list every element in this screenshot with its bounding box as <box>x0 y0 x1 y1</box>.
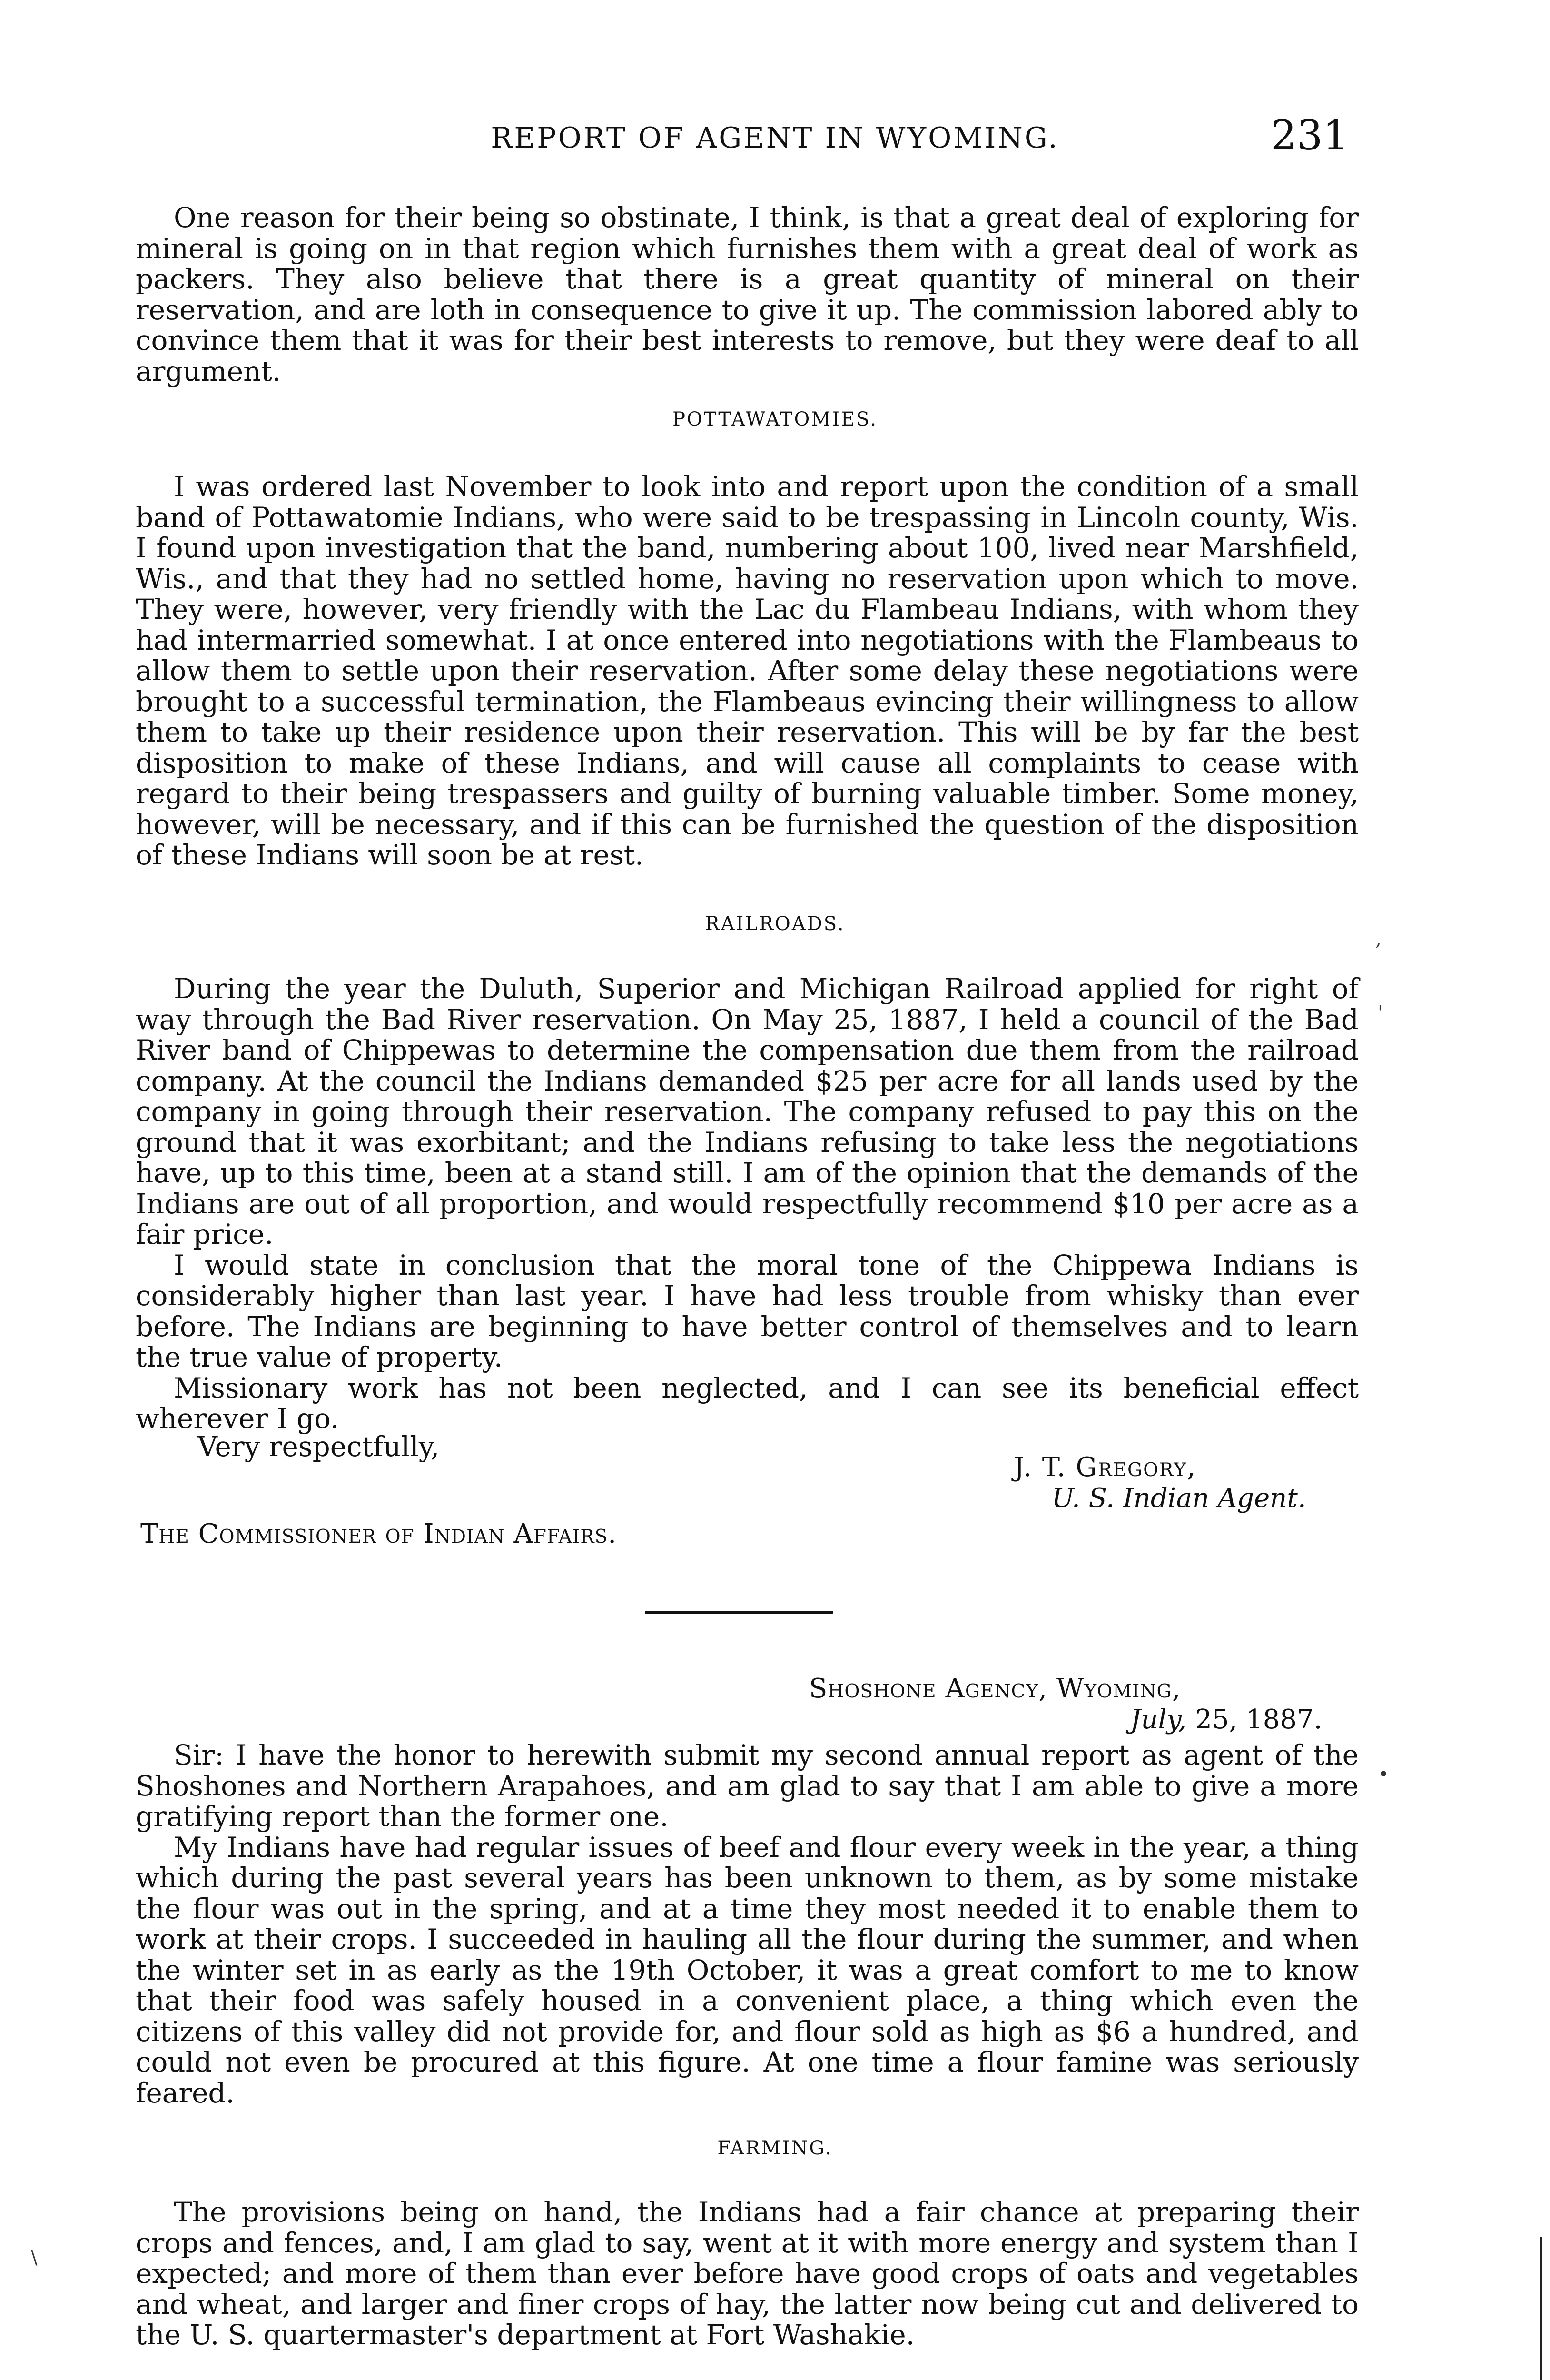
signature-title: U. S. Indian Agent. <box>1052 1483 1306 1514</box>
railroads-paragraph-2: I would state in conclusion that the moral tone of the Chippewa Indians is considerably higher than last year. I have had less trouble from whisky than ever before. The Indians are beginning to have better control of themselves and to learn the true value of property. <box>136 1249 1359 1373</box>
opening-section <box>136 202 1359 387</box>
section-divider <box>645 1611 833 1614</box>
dateline-month: July, <box>1130 1704 1187 1735</box>
railroads-section <box>136 973 1359 1434</box>
dateline-place: Shoshone Agency, Wyoming, <box>809 1673 1181 1704</box>
railroads-paragraph-1: During the year the Duluth, Superior and Michigan Railroad applied for right of way through the Bad River reservation. On May 25, 1887, I held a council of the Bad River band of Chippewas to determine the compensation due them from the railroad company. At the council the Indians demanded $25 per acre for all lands used by the company in going through their reservation. The company refused to pay this on the ground that it was exorbitant; and the Indians refusing to take less the negotiations have, up to this time, been at a stand still. I am of the opinion that the demands of the Indians are out of all proportion, and would respectfully recommend $10 per acre as a fair price. <box>136 972 1359 1250</box>
heading-farming: FARMING. <box>717 2137 833 2159</box>
addressee: The Commissioner of Indian Affairs. <box>140 1518 617 1549</box>
railroads-paragraph-3: Missionary work has not been neglected, and I can see its beneficial effect wherever I go. <box>136 1371 1359 1435</box>
complimentary-close: Very respectfully, <box>197 1430 440 1463</box>
running-head: REPORT OF AGENT IN WYOMING. <box>491 121 1059 155</box>
heading-railroads: RAILROADS. <box>705 913 845 935</box>
salutation-paragraph: Sir: I have the honor to herewith submit my second annual report as agent of the Shoshones and Northern Arapahoes, and am glad to say that I am able to give a more gratifying report than the former one. <box>136 1739 1359 1833</box>
pottawatomies-paragraph: I was ordered last November to look into and report upon the condition of a small band of Pottawatomie Indians, who were said to be trespassing in Lincoln county, Wis. I found upon investigation that the band, numbering about 100, lived near Marshfield, Wis., and that they had no settled home, having no reservation upon which to move. They were, however, very friendly with the Lac du Flambeau Indians, with whom they had intermarried somewhat. I at once entered into negotiations with the Flambeaus to allow them to settle upon their reservation. After some delay these negotiations were brought to a successful termination, the Flambeaus evincing their willingness to allow them to take up their residence upon their reservation. This will be by far the best disposition to make of these Indians, and will cause all complaints to cease with regard to their being trespassers and guilty of burning valuable timber. Some money, however, will be necessary, and if this can be furnished the question of the disposition of these Indians will soon be at rest. <box>136 470 1359 871</box>
farming-paragraph: The provisions being on hand, the Indians had a fair chance at preparing their crops and fences, and, I am glad to say, went at it with more energy and system than I expected; and more of them than ever before have good crops of oats and vegetables and wheat, and larger and finer crops of hay, the latter now being cut and delivered to the U. S. quartermaster's department at Fort Washakie. <box>136 2196 1359 2351</box>
stray-mark: • <box>1378 1764 1389 1785</box>
shoshone-section <box>136 1740 1359 2108</box>
dateline-date <box>1130 1704 1322 1735</box>
farming-section <box>136 2197 1359 2350</box>
stray-mark: ' <box>1378 1002 1383 1024</box>
stray-mark: \ <box>31 2247 38 2269</box>
issues-paragraph: My Indians have had regular issues of beef and flour every week in the year, a thing which during the past several years has been unknown to them, as by some mistake the flour was out in the spring, and at a time they most needed it to enable them to work at their crops. I succeeded in hauling all the flour during the summer, and when the winter set in as early as the 19th October, it was a great comfort to me to know that their food was safely housed in a convenient place, a thing which even the citizens of this valley did not provide for, and flour sold as high as $6 a hundred, and could not even be procured at this figure. At one time a flour famine was seriously feared. <box>136 1831 1359 2109</box>
stray-mark: , <box>1375 928 1382 950</box>
dateline-day-year: 25, 1887. <box>1186 1704 1323 1735</box>
heading-pottawatomies: POTTAWATOMIES. <box>672 408 878 430</box>
signature-name: J. T. Gregory, <box>1014 1452 1196 1483</box>
pottawatomies-section <box>136 471 1359 871</box>
opening-paragraph: One reason for their being so obstinate, I think, is that a great deal of exploring for mineral is going on in that region which furnishes them with a great deal of work as packers. They also believe that there is a great quantity of mineral on their reservation, and are loth in consequence to give it up. The commission labored ably to convince them that it was for their best interests to remove, but they were deaf to all argument. <box>136 201 1359 387</box>
scan-edge-line <box>1540 2237 1542 2380</box>
page-number: 231 <box>1271 112 1349 159</box>
